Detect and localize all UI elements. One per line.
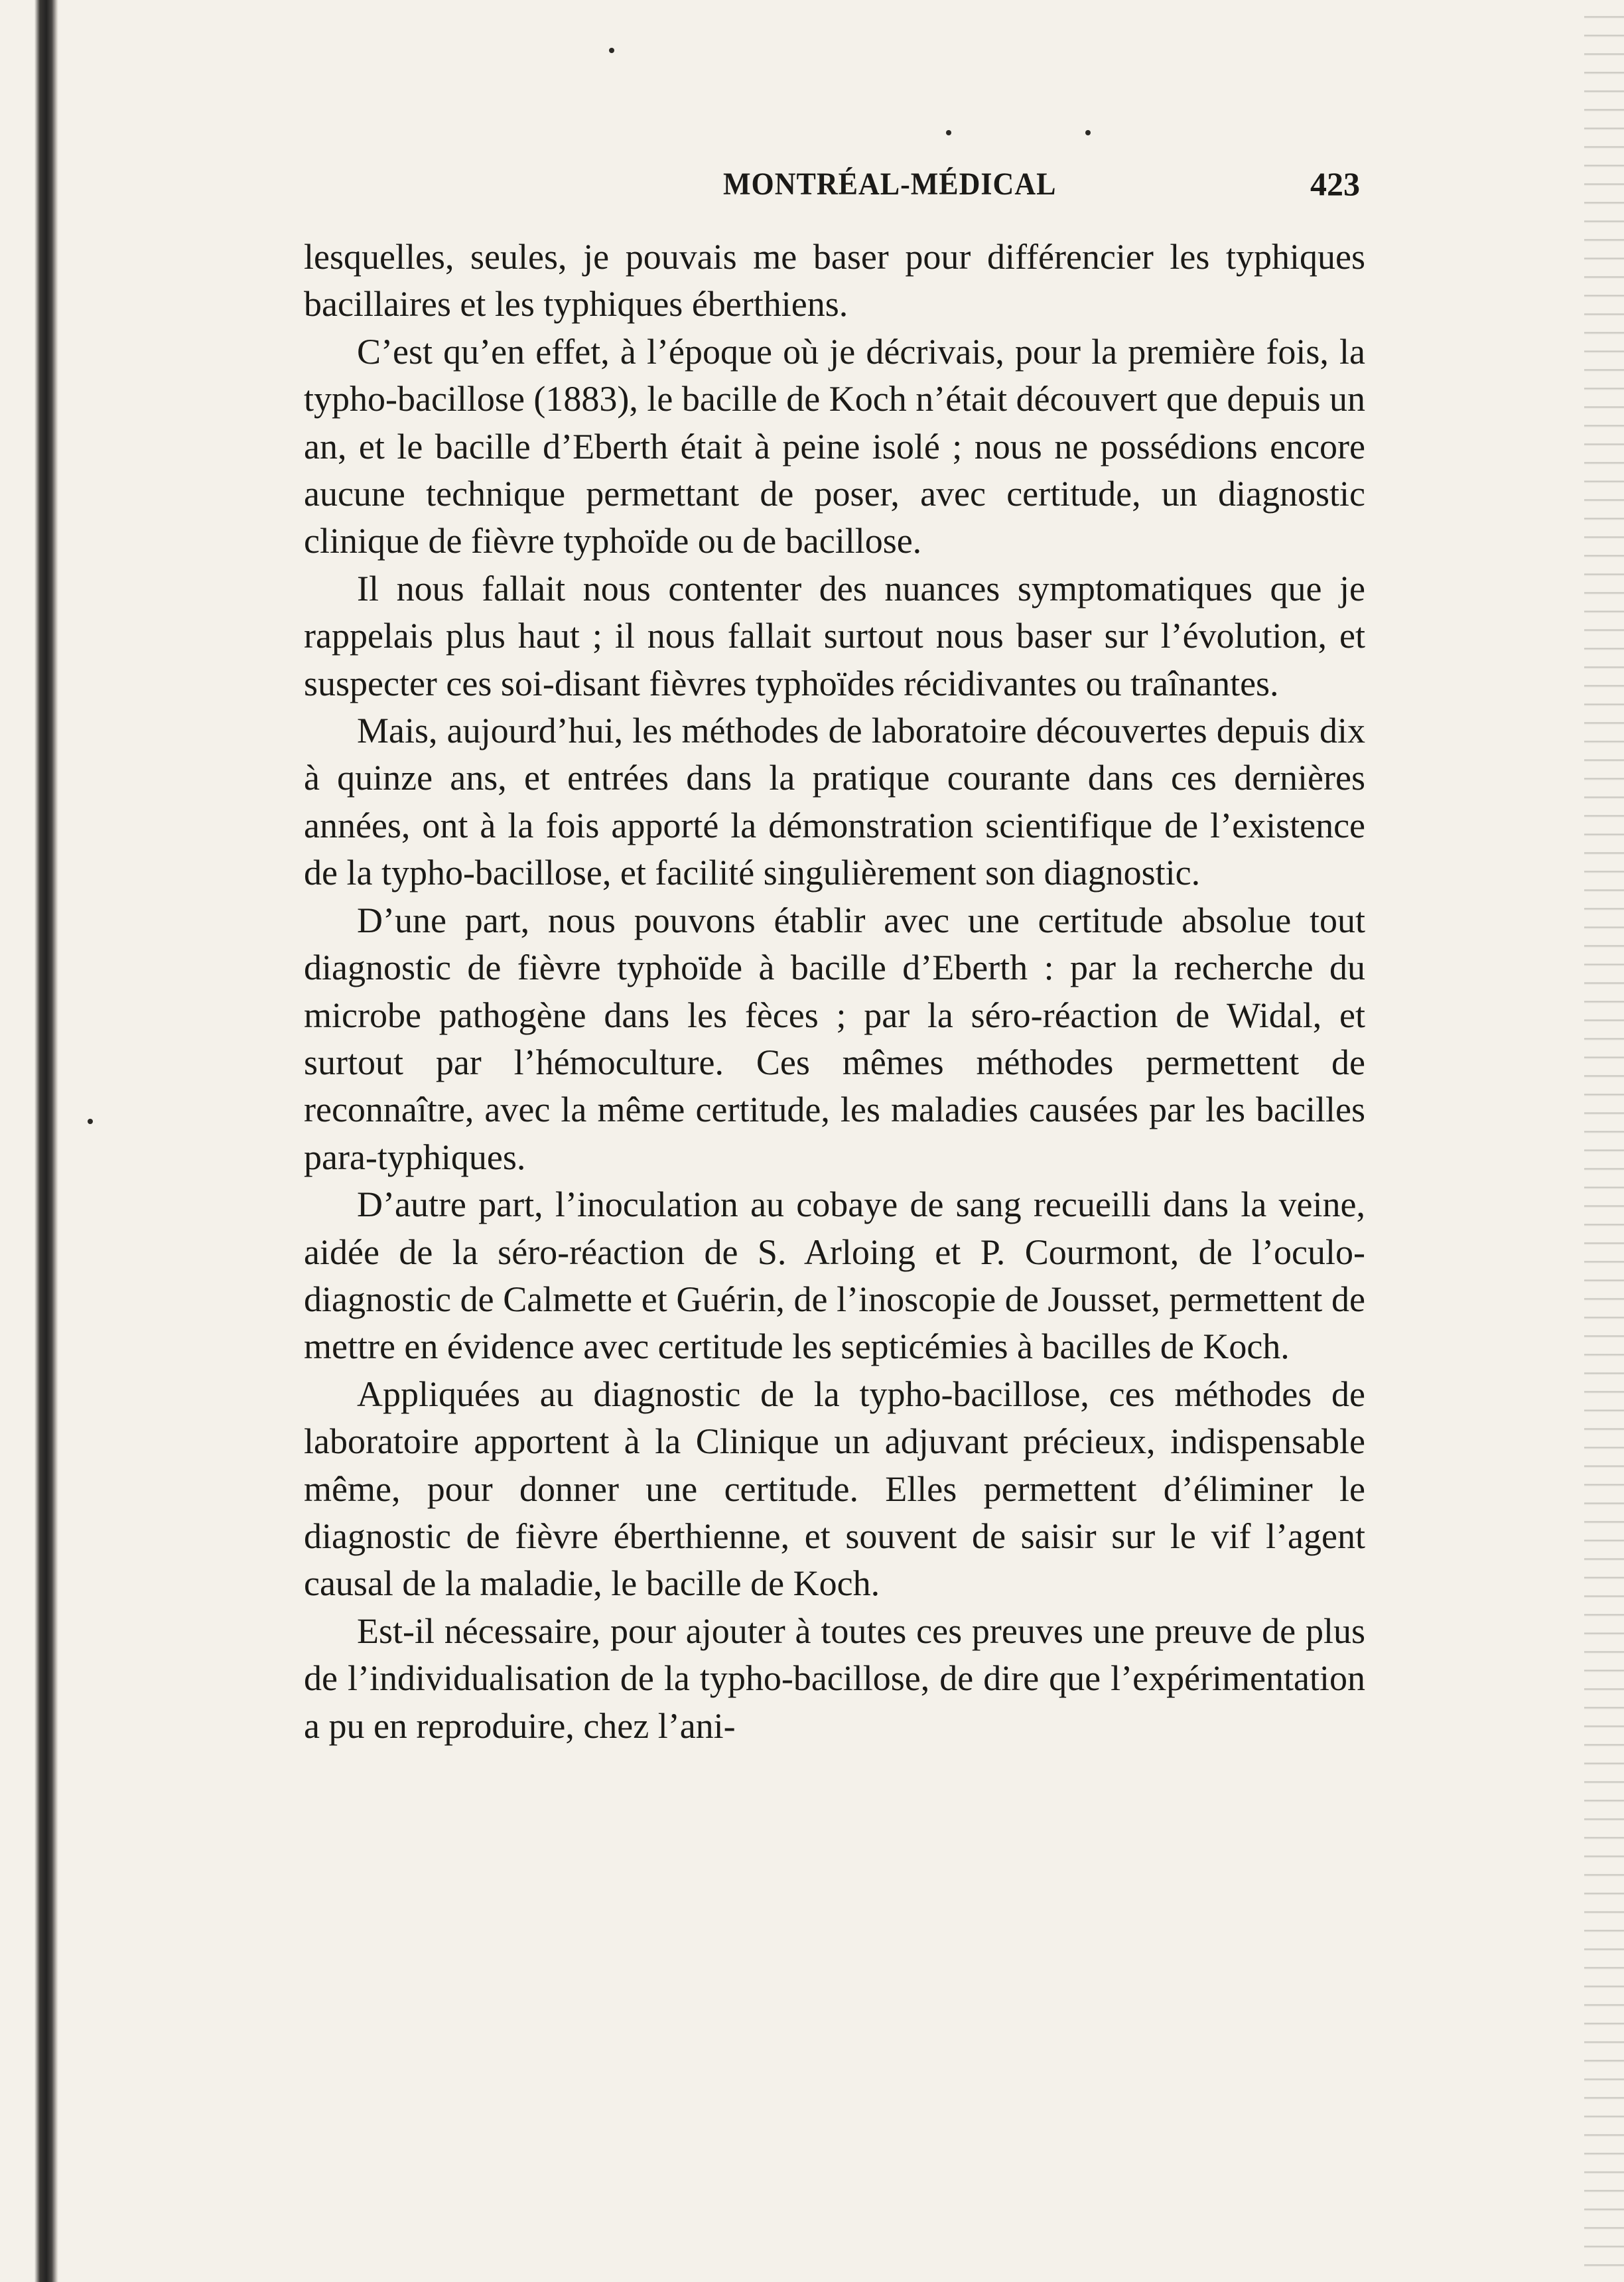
body-text (304, 234, 1365, 1750)
scan-speck (1085, 130, 1091, 135)
scan-speck (946, 130, 951, 135)
scan-speck (609, 48, 614, 53)
running-title: MONTRÉAL-MÉDICAL (723, 167, 1057, 202)
paragraph-4: Mais, aujourd’hui, les méthodes de laboratoire découvertes depuis dix à quinze ans, et entrées dans la pratique courante dans ces dernières années, ont à la fois apporté la démonstration scientifique de l’existence de la typho-bacillose, et facilité singulièrement son diagnostic. (304, 711, 1365, 893)
paragraph-1: lesquelles, seules, je pouvais me baser pour différencier les typhiques bacillaires et les typhiques éberthiens. (304, 237, 1365, 324)
page-number: 423 (1310, 165, 1360, 202)
paragraph-8: Est-il nécessaire, pour ajouter à toutes ces preuves une preuve de plus de l’individualisation de la typho-bacillose, de dire que l’expérimentation a pu en reproduire, chez l’ani- (304, 1610, 1365, 1746)
paragraph-3: Il nous fallait nous contenter des nuances symptomatiques que je rappelais plus haut ; il nous fallait surtout nous baser sur l’évolution, et suspecter ces soi-disant fièvres typhoïdes récidivantes ou traînantes. (304, 568, 1365, 703)
scan-speck (88, 1119, 93, 1124)
paragraph-2: C’est qu’en effet, à l’époque où je décrivais, pour la première fois, la typho-bacillose (1883), le bacille de Koch n’était découvert que depuis un an, et le bacille d’Eberth était à peine isolé ; nous ne possédions encore aucune technique permettant de poser, avec certitude, un diagnostic clinique de fièvre typhoïde ou de bacillose. (304, 331, 1365, 561)
paragraph-6: D’autre part, l’inoculation au cobaye de sang recueilli dans la veine, aidée de la séro-réaction de S. Arloing et P. Courmont, de l’oculo-diagnostic de Calmette et Guérin, de l’inoscopie de Jousset, permettent de mettre en évidence avec certitude les septicémies à bacilles de Koch. (304, 1184, 1365, 1367)
page-header (305, 167, 1360, 220)
paragraph-5: D’une part, nous pouvons établir avec une certitude absolue tout diagnostic de fièvre typhoïde à bacille d’Eberth : par la recherche du microbe pathogène dans les fèces ; par la séro-réaction de Widal, et surtout par l’hémoculture. Ces mêmes méthodes permettent de reconnaître, avec la même certitude, les maladies causées par les bacilles para-typhiques. (304, 900, 1365, 1177)
scanned-page-right-edge (1584, 0, 1624, 2282)
paragraph-7: Appliquées au diagnostic de la typho-bacillose, ces méthodes de laboratoire apportent à la Clinique un adjuvant précieux, indispensable même, pour donner une certitude. Elles permettent d’éliminer le diagnostic de fièvre éberthienne, et souvent de saisir sur le vif l’agent causal de la maladie, le bacille de Koch. (304, 1374, 1365, 1604)
scanned-page-left-edge (0, 0, 58, 2282)
